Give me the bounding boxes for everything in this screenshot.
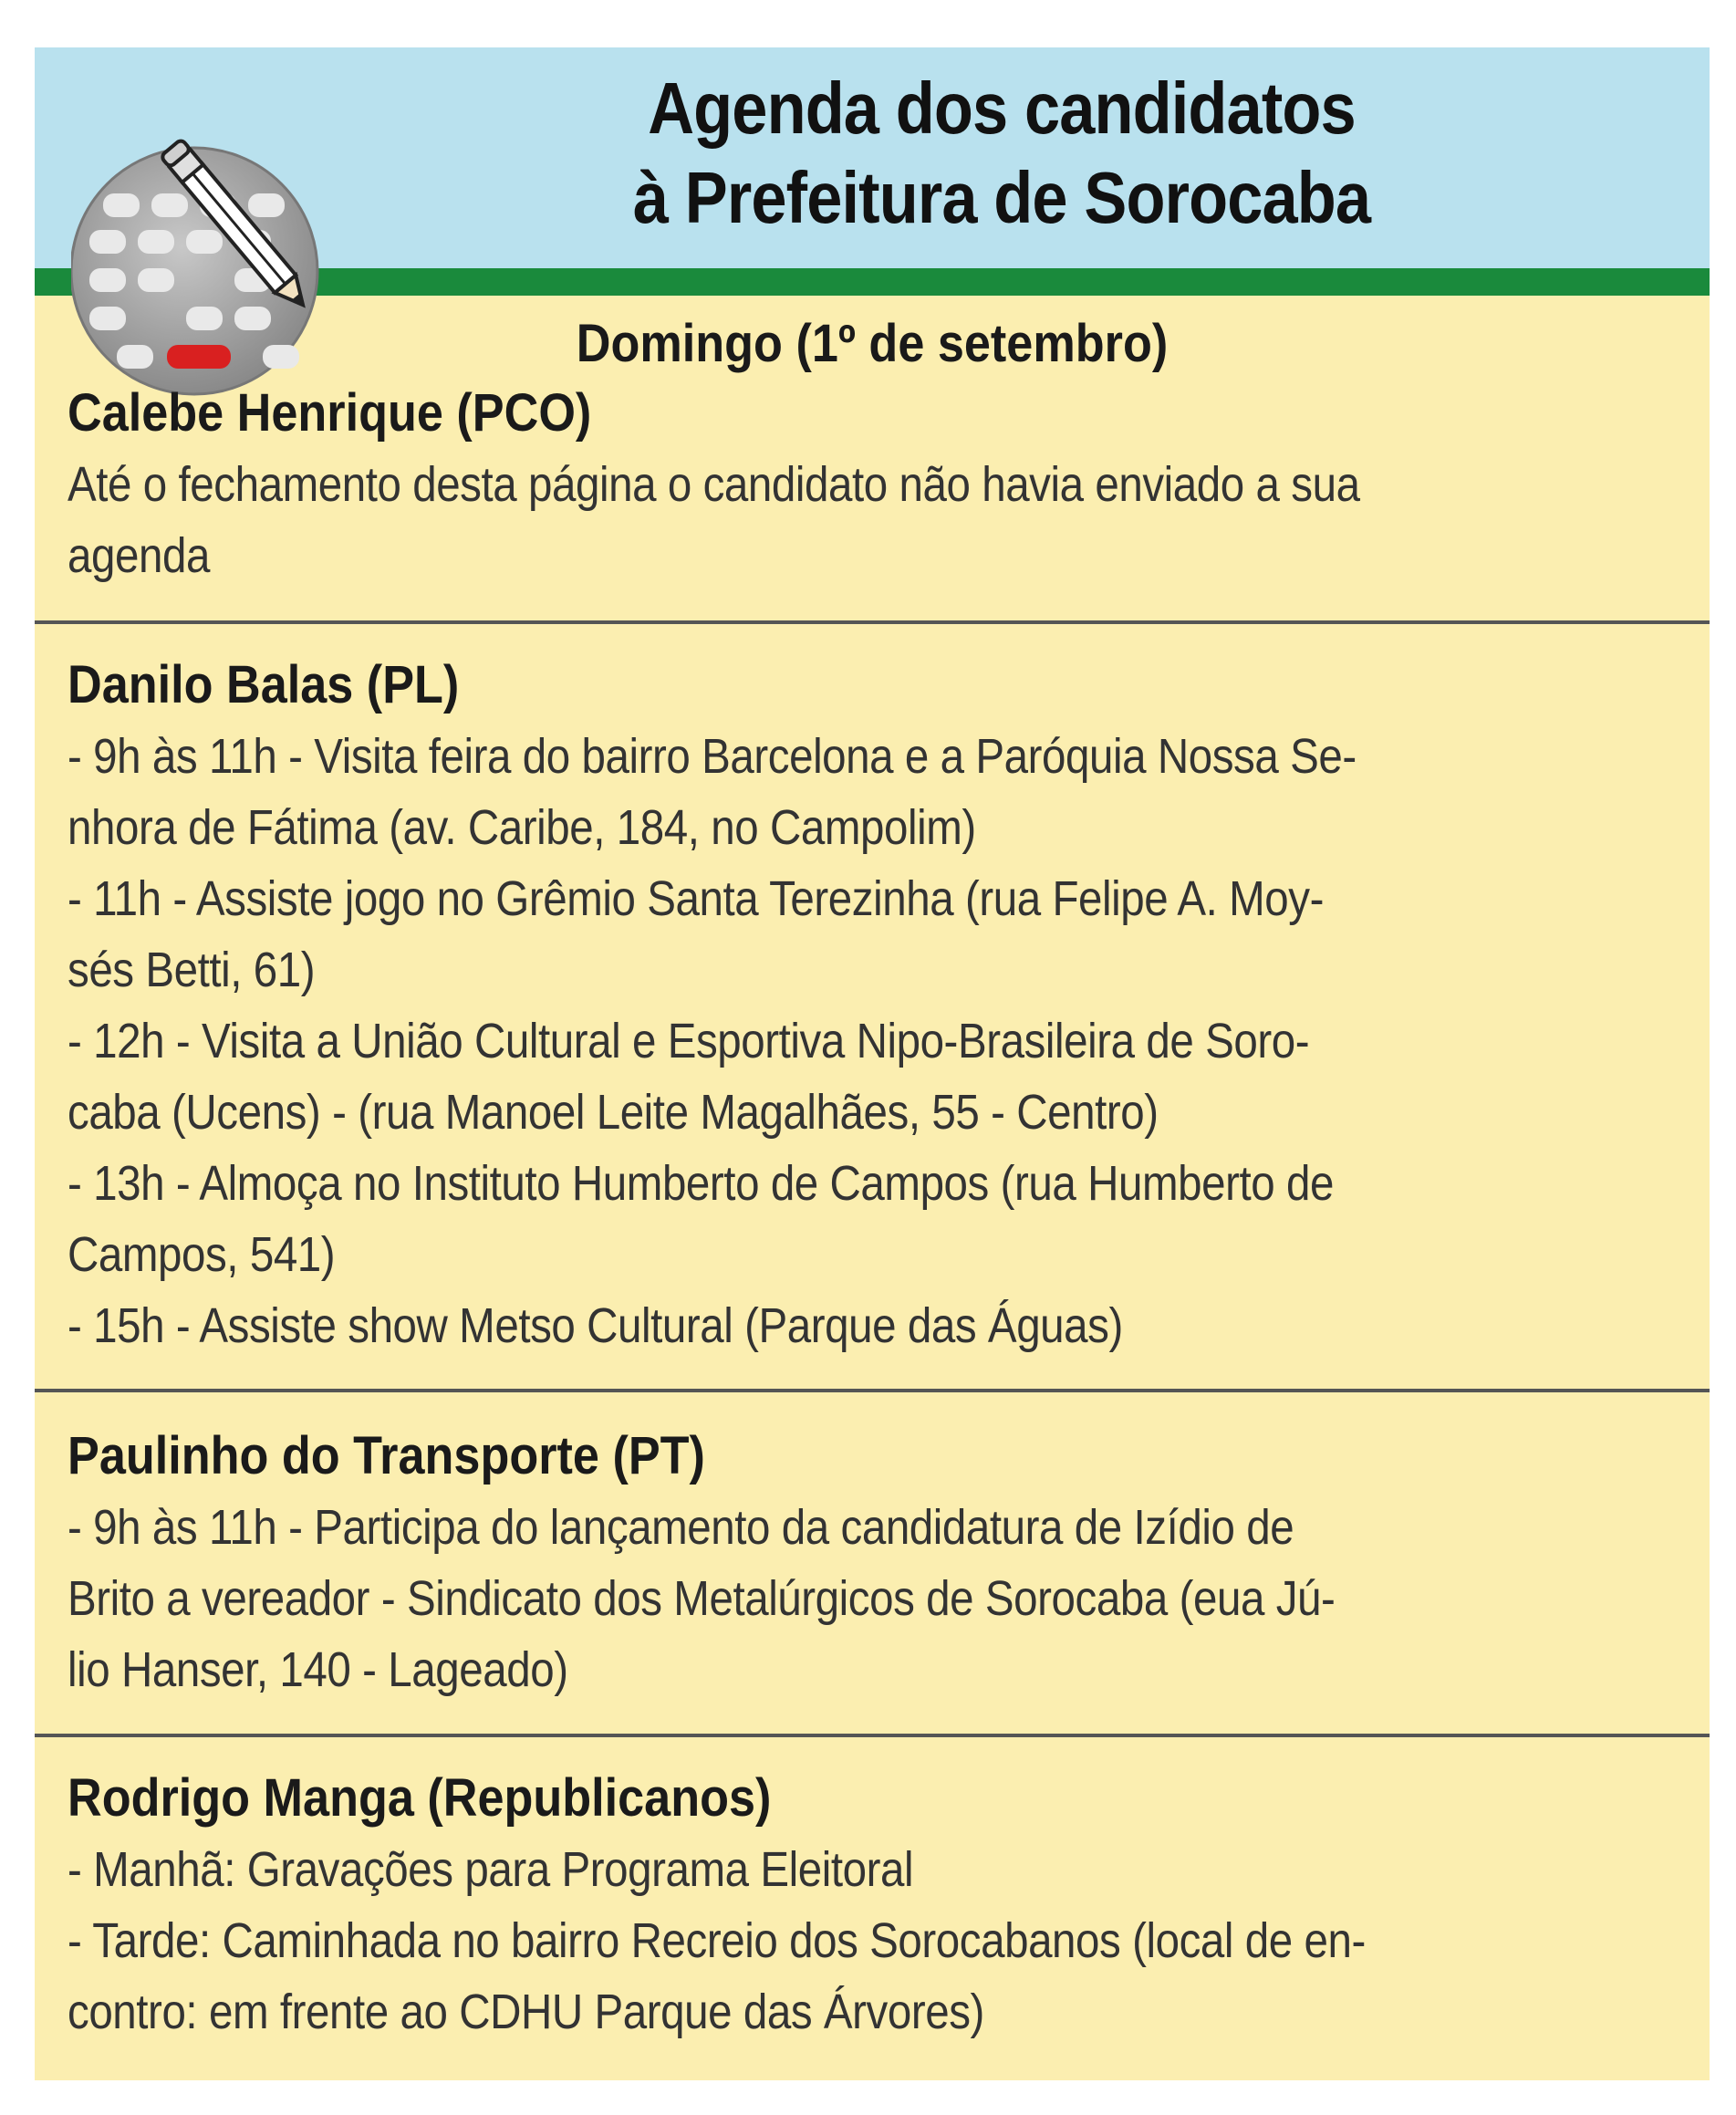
agenda-line: - 12h - Visita a União Cultural e Esportiva Nipo-Brasileira de Soro-	[68, 1014, 1310, 1068]
day-heading: Domingo (1º de setembro)	[576, 314, 1169, 373]
candidate-name: Rodrigo Manga (Republicanos)	[68, 1768, 772, 1828]
agenda-line: - 11h - Assiste jogo no Grêmio Santa Terezinha (rua Felipe A. Moy-	[68, 871, 1325, 926]
candidate-section	[68, 378, 1691, 591]
candidate-section	[68, 650, 1691, 1361]
agenda-line: sés Betti, 61)	[68, 943, 316, 997]
candidate-name: Danilo Balas (PL)	[68, 655, 460, 714]
candidate-name: Calebe Henrique (PCO)	[68, 383, 592, 443]
agenda-line: nhora de Fátima (av. Caribe, 184, no Campolim)	[68, 800, 976, 855]
agenda-panel	[35, 47, 1710, 2080]
title-line-1: Agenda dos candidatos	[648, 68, 1356, 149]
agenda-line: - Tarde: Caminhada no bairro Recreio dos Sorocabanos (local de en-	[68, 1913, 1366, 1968]
agenda-line: contro: em frente ao CDHU Parque das Árvores)	[68, 1985, 984, 2039]
agenda-line: Brito a vereador - Sindicato dos Metalúrgicos de Sorocaba (eua Jú-	[68, 1571, 1336, 1626]
page-title	[528, 64, 1475, 243]
candidate-section	[68, 1763, 1691, 2047]
agenda-line: - 13h - Almoça no Instituto Humberto de Campos (rua Humberto de	[68, 1156, 1335, 1211]
agenda-line: Até o fechamento desta página o candidato não havia enviado a sua	[68, 457, 1360, 512]
agenda-line: - 9h às 11h - Visita feira do bairro Barcelona e a Paróquia Nossa Se-	[68, 729, 1357, 784]
agenda-line: Campos, 541)	[68, 1227, 336, 1282]
section-divider	[35, 1389, 1710, 1392]
section-divider	[35, 620, 1710, 624]
agenda-line: lio Hanser, 140 - Lageado)	[68, 1642, 568, 1697]
agenda-line: - Manhã: Gravações para Programa Eleitoral	[68, 1842, 914, 1897]
candidate-name: Paulinho do Transporte (PT)	[68, 1426, 705, 1485]
candidate-section	[68, 1421, 1691, 1705]
agenda-line: caba (Ucens) - (rua Manoel Leite Magalhães, 55 - Centro)	[68, 1085, 1159, 1140]
agenda-line: - 9h às 11h - Participa do lançamento da candidatura de Izídio de	[68, 1500, 1294, 1555]
agenda-line: agenda	[68, 528, 210, 583]
agenda-line: - 15h - Assiste show Metso Cultural (Parque das Águas)	[68, 1298, 1123, 1353]
section-divider	[35, 1734, 1710, 1737]
title-line-2: à Prefeitura de Sorocaba	[632, 157, 1371, 238]
